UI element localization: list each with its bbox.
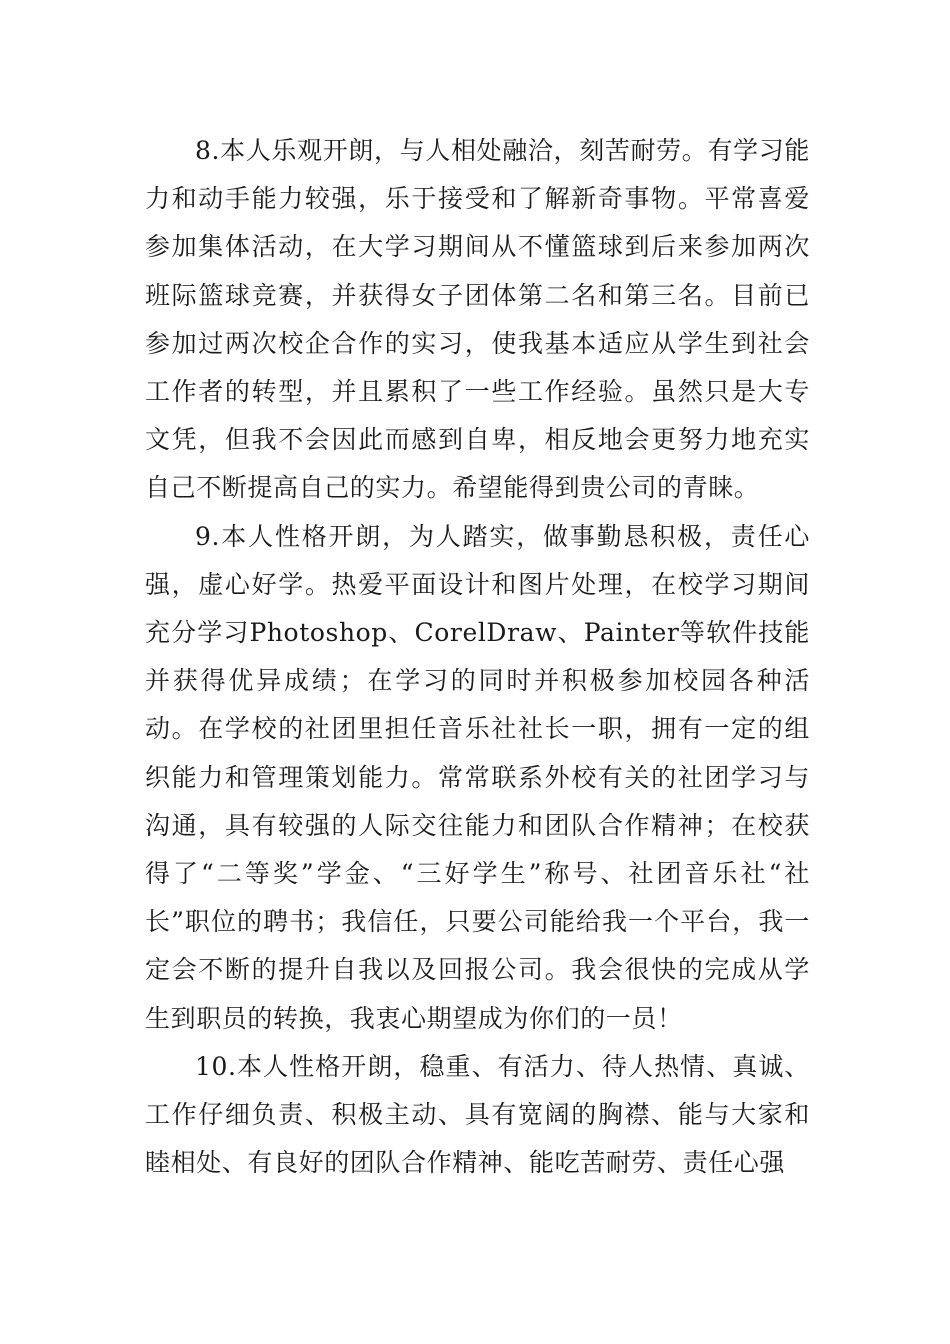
paragraph-9: 9.本人性格开朗，为人踏实，做事勤恳积极，责任心强，虚心好学。热爱平面设计和图片处理，在校学习期间充分学习Photoshop、CorelDraw、Painter等软件技能并获得优异成绩；在学习的同时并积极参加校园各种活动。在学校的社团里担任音乐社社长一职，拥有一定的组织能力和管理策划能力。常常联系外校有关的社团学习与沟通，具有较强的人际交往能力和团队合作精神；在校获得了“二等奖”学金、“三好学生”称号、社团音乐社“社长”职位的聘书；我信任，只要公司能给我一个平台，我一定会不断的提升自我以及回报公司。我会很快的完成从学生到职员的转换，我衷心期望成为你们的一员！ — [145, 521, 810, 1033]
document-body — [145, 127, 810, 1187]
paragraph-10: 10.本人性格开朗，稳重、有活力、待人热情、真诚、工作仔细负责、积极主动、具有宽阔的胸襟、能与大家和睦相处、有良好的团队合作精神、能吃苦耐劳、责任心强 — [145, 1051, 810, 1178]
paragraph-8: 8.本人乐观开朗，与人相处融洽，刻苦耐劳。有学习能力和动手能力较强，乐于接受和了解新奇事物。平常喜爱参加集体活动，在大学习期间从不懂篮球到后来参加两次班际篮球竞赛，并获得女子团体第二名和第三名。目前已参加过两次校企合作的实习，使我基本适应从学生到社会工作者的转型，并且累积了一些工作经验。虽然只是大专文凭，但我不会因此而感到自卑，相反地会更努力地充实自己不断提高自己的实力。希望能得到贵公司的青睐。 — [145, 136, 810, 503]
